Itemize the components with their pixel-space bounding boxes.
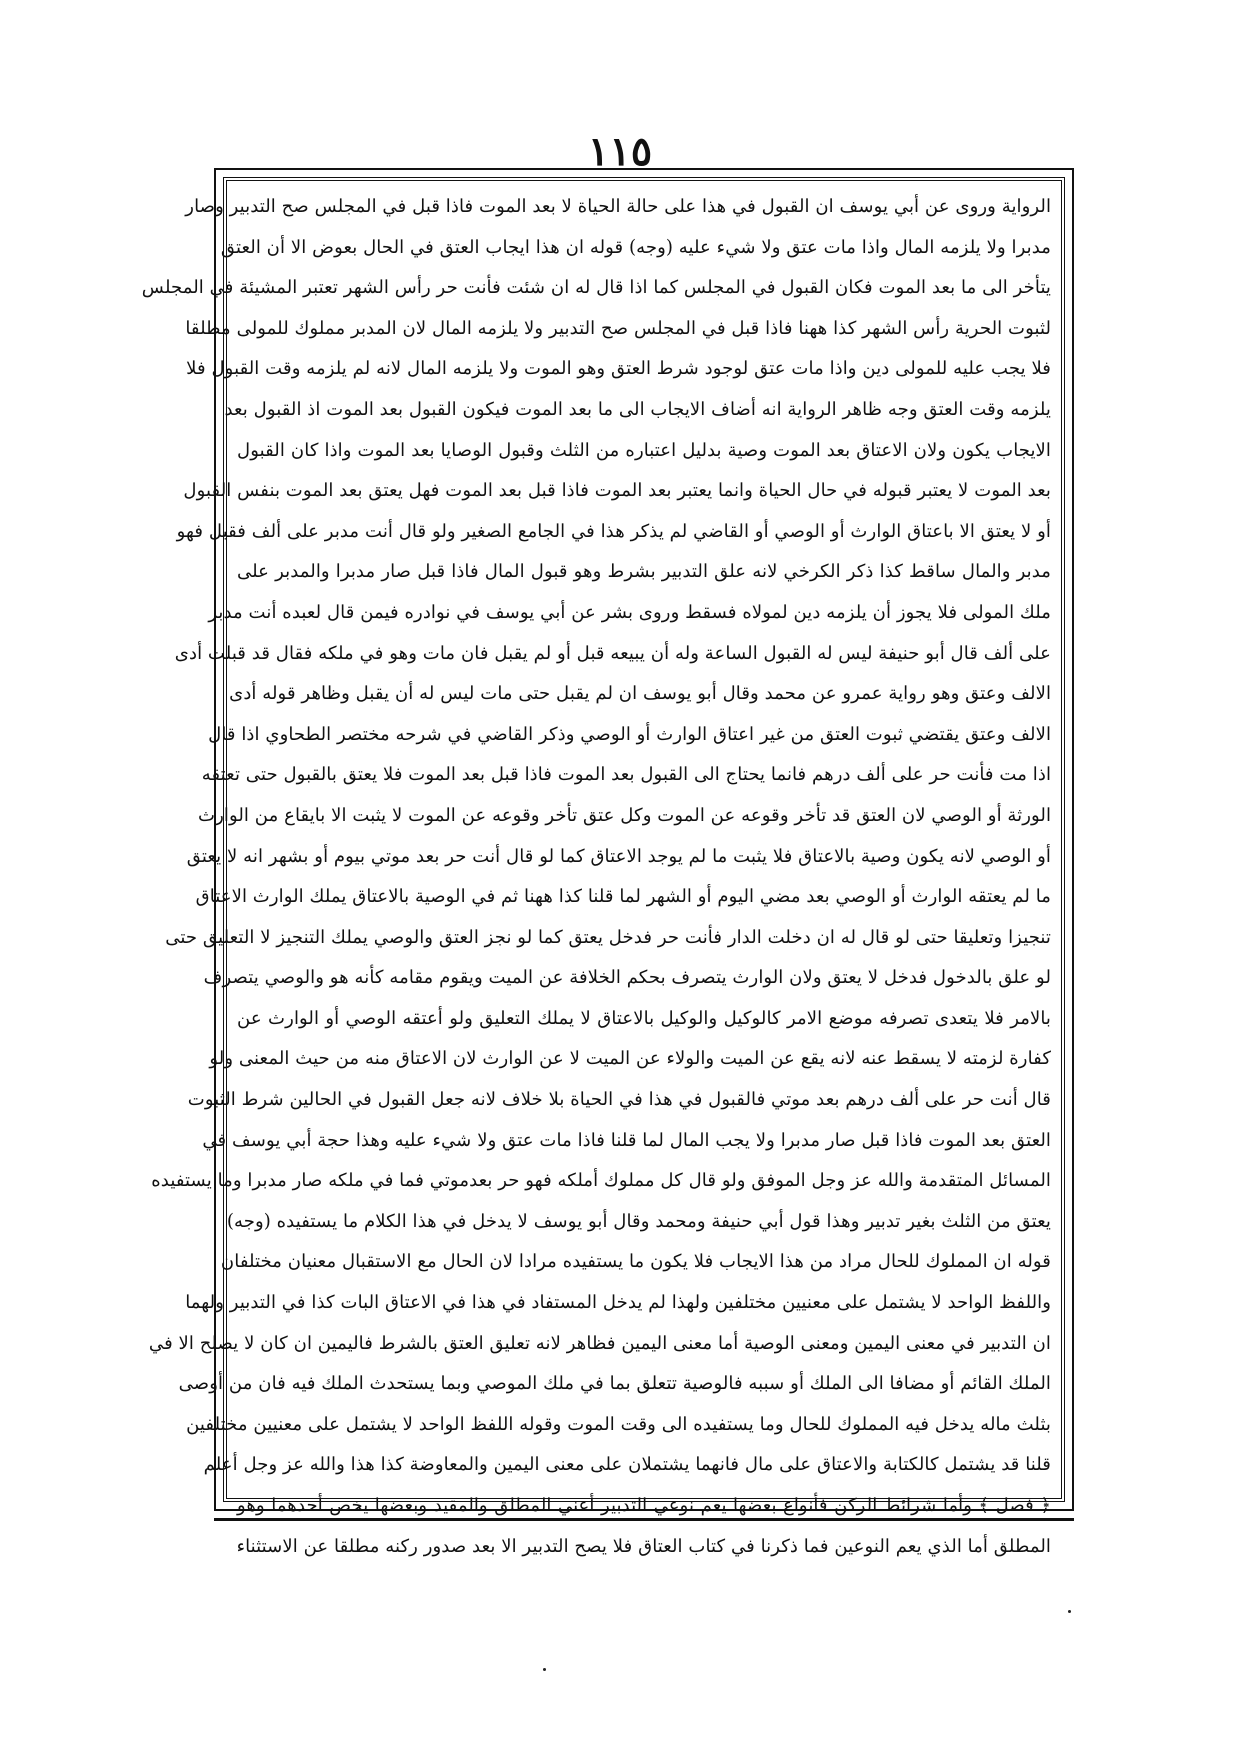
text-line: ما لم يعتقه الوارث أو الوصي بعد مضي اليوم أو الشهر لما قلنا كذا ههنا ثم في الوصية بالاعتاق يملك الوارث الاعتاق <box>195 886 1051 908</box>
text-line: اذا مت فأنت حر على ألف درهم فانما يحتاج الى القبول بعد الموت فاذا قبل بعد الموت فلا يعتق بالقبول حتى تعتقه <box>201 764 1051 786</box>
text-line: فلا يجب عليه للمولى دين واذا مات عتق لوجود شرط العتق وهو الموت ولا يلزمه المال لانه لم يلزمه وقت القبول فلا <box>186 358 1051 380</box>
text-line: المسائل المتقدمة والله عز وجل الموفق ولو قال كل مملوك أملكه فهو حر بعدموتي فما في ملكه صار مدبرا وما يستفيده <box>151 1170 1051 1192</box>
text-line: أو لا يعتق الا باعتاق الوارث أو الوصي أو القاضي لم يذكر هذا في الجامع الصغير ولو قال أنت مدبر على ألف فقبل فهو <box>176 520 1051 542</box>
text-line: الرواية وروى عن أبي يوسف ان القبول في هذا على حالة الحياة لا بعد الموت فاذا قبل في المجلس صح التدبير وصار <box>185 196 1051 217</box>
text-line: مدبرا ولا يلزمه المال واذا مات عتق ولا شيء عليه (وجه) قوله ان هذا ايجاب العتق في الحال بعوض الا أن العتق <box>220 236 1051 258</box>
text-line: الملك القائم أو مضافا الى الملك أو سببه فالوصية تتعلق بما في ملك الموصي وبما يستحدث الملك فيه فان من أوصى <box>178 1373 1051 1395</box>
text-line: لو علق بالدخول فدخل لا يعتق ولان الوارث يتصرف بحكم الخلافة عن الميت ويقوم مقامه كأنه هو والوصي يتصرف <box>203 967 1051 989</box>
page-number: ١١٥ <box>587 128 653 175</box>
text-line: ان التدبير في معنى اليمين ومعنى الوصية أما معنى اليمين فظاهر لانه تعليق العتق بالشرط فاليمين ان كان لا يصلح الا في <box>148 1332 1051 1354</box>
text-line: بعد الموت لا يعتبر قبوله في حال الحياة وانما يعتبر بعد الموت فاذا قبل بعد الموت فهل يعتق بعد الموت بنفس القبول <box>183 480 1051 502</box>
text-line: أو الوصي لانه يكون وصية بالاعتاق فلا يثبت ما لم يوجد الاعتاق كما لو قال أنت حر بعد موتي بيوم أو بشهر انه لا يعتق <box>186 845 1051 867</box>
text-frame <box>141 168 1074 1557</box>
text-line: لثبوت الحرية رأس الشهر كذا ههنا فاذا قبل في المجلس صح التدبير ولا يلزمه المال لان المدبر مملوك للمولى مطلقا <box>185 317 1051 339</box>
text-line: العتق بعد الموت فاذا قبل صار مدبرا ولا يجب المال لما قلنا فاذا مات عتق ولا شيء عليه وهذا حجة أبي يوسف في <box>202 1129 1051 1151</box>
text-line: ملك المولى فلا يجوز أن يلزمه دين لمولاه فسقط وروى بشر عن أبي يوسف في نوادره فيمن قال لعبده أنت مدبر <box>208 601 1051 623</box>
text-line: بثلث ماله يدخل فيه المملوك للحال وما يستفيده الى وقت الموت وقوله اللفظ الواحد لا يشتمل على معنيين مختلفين <box>186 1413 1051 1435</box>
bottom-rule <box>214 1518 1074 1521</box>
text-line: قوله ان المملوك للحال مراد من هذا الايجاب فلا يكون ما يستفيده مرادا لان الحال مع الاستقبال معنيان مختلفان <box>220 1251 1051 1273</box>
text-line: المطلق أما الذي يعم النوعين فما ذكرنا في كتاب العتاق فلا يصح التدبير الا بعد صدور ركنه مطلقا عن الاستثناء <box>236 1535 1051 1557</box>
text-line: مدبر والمال ساقط كذا ذكر الكرخي لانه علق التدبير بشرط وهو قبول المال فاذا قبل صار مدبرا والمدبر على <box>237 561 1051 583</box>
text-line: يلزمه وقت العتق وجه ظاهر الرواية انه أضاف الايجاب الى ما بعد الموت فيكون القبول بعد الموت اذ القبول بعد <box>224 398 1051 420</box>
text-line: يعتق من الثلث بغير تدبير وهذا قول أبي حنيفة ومحمد وقال أبو يوسف لا يدخل في هذا الكلام ما يستفيده (وجه) <box>226 1210 1051 1232</box>
scan-speck <box>543 1668 546 1671</box>
text-line: يتأخر الى ما بعد الموت فكان القبول في المجلس كما اذا قال له ان شئت فأنت حر رأس الشهر تعتبر المشيئة في المجلس <box>141 277 1051 299</box>
text-frame-inner <box>141 177 1065 1557</box>
text-line: قال أنت حر على ألف درهم بعد موتي فالقبول في هذا في الحياة بلا خلاف لانه جعل القبول في الحالين شرط الثبوت <box>187 1089 1051 1111</box>
text-line: كفارة لزمته لا يسقط عنه لانه يقع عن الميت والولاء عن الميت لا عن الوارث لان الاعتاق منه من حيث المعنى ولو <box>209 1048 1051 1070</box>
scan-speck <box>1068 1610 1071 1613</box>
text-line: قلنا قد يشتمل كالكتابة والاعتاق على مال فانهما يشتملان على معنى اليمين والمعاوضة كذا هذا والله عز وجل أعلم <box>203 1454 1051 1476</box>
text-line: الورثة أو الوصي لان العتق قد تأخر وقوعه عن الموت وكل عتق تأخر وقوعه عن الموت لا يثبت الا بايقاع من الوارث <box>198 804 1051 826</box>
body-text <box>141 187 1051 1567</box>
text-line: الالف وعتق وهو رواية عمرو عن محمد وقال أبو يوسف ان لم يقبل حتى مات ليس له أن يقبل وظاهر قوله أدى <box>229 683 1051 705</box>
text-line: واللفظ الواحد لا يشتمل على معنيين مختلفين ولهذا لم يدخل المستفاد في هذا في الاعتاق البات كذا في التدبير ولهما <box>185 1292 1051 1314</box>
text-line: الالف وعتق يقتضي ثبوت العتق من غير اعتاق الوارث أو الوصي وذكر القاضي في شرحه مختصر الطحاوي اذا قال <box>208 723 1051 745</box>
text-line: الايجاب يكون ولان الاعتاق بعد الموت وصية بدليل اعتباره من الثلث وقبول الوصايا بعد الموت واذا كان القبول <box>237 439 1051 461</box>
text-line: ﴿ فصل ﴾ وأما شرائط الركن فأنواع بعضها يعم نوعي التدبير أعني المطلق والمقيد وبعضها يخص أحدهما وهو <box>237 1495 1051 1516</box>
text-line: بالامر فلا يتعدى تصرفه موضع الامر كالوكيل والوكيل بالاعتاق لا يملك التعليق ولو أعتقه الوصي أو الوارث عن <box>237 1007 1051 1029</box>
text-line: تنجيزا وتعليقا حتى لو قال له ان دخلت الدار فأنت حر فدخل يعتق كما لو نجز العتق والوصي يملك التنجيز لا التعليق حتى <box>165 926 1051 948</box>
text-line: على ألف قال أبو حنيفة ليس له القبول الساعة وله أن يبيعه قبل أو لم يقبل فان مات وهو في ملكه فقال قد قبلت أدى <box>174 642 1051 664</box>
